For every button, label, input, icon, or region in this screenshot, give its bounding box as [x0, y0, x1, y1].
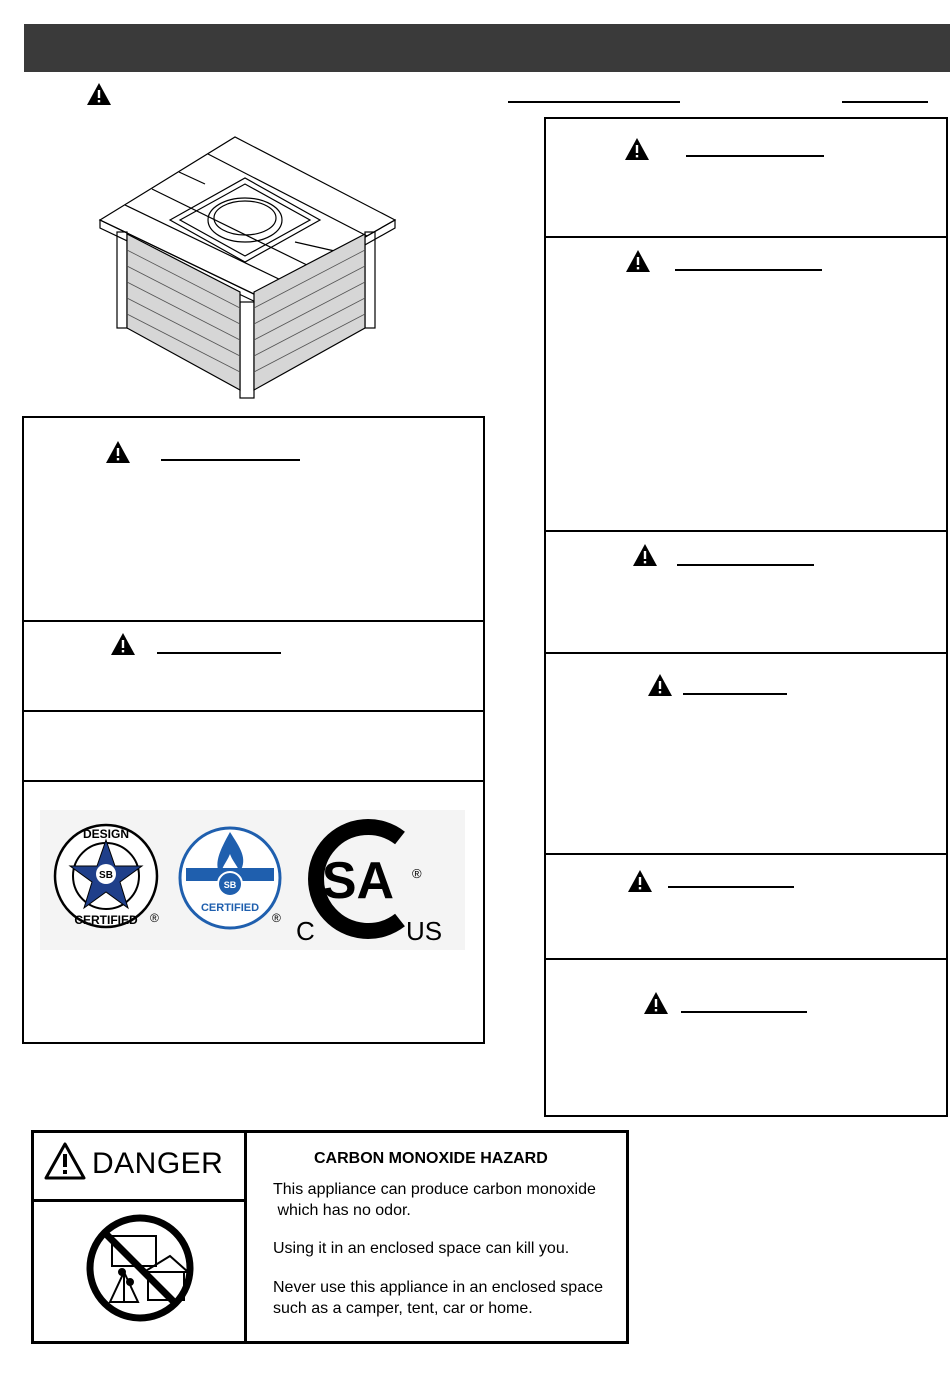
fire-pit-illustration — [95, 132, 400, 400]
no-enclosed-space-icon — [84, 1212, 196, 1324]
heading-underline — [668, 886, 794, 888]
warning-triangle-icon — [110, 632, 136, 656]
hazard-title: CARBON MONOXIDE HAZARD — [314, 1150, 548, 1167]
warning-triangle-icon — [632, 543, 658, 567]
heading-underline — [677, 564, 814, 566]
registered-mark: ® — [150, 911, 159, 925]
heading-underline — [683, 693, 787, 695]
heading-underline — [161, 459, 300, 461]
divider — [544, 530, 948, 532]
hazard-line: This appliance can produce carbon monoxide — [273, 1181, 596, 1198]
registered-mark: ® — [272, 911, 281, 925]
csa-letters: SA — [321, 852, 395, 910]
certified-label: CERTIFIED — [74, 913, 138, 927]
hazard-line: which has no odor. — [273, 1202, 411, 1219]
heading-underline — [157, 652, 281, 654]
certification-logos — [40, 810, 465, 950]
warning-triangle-icon — [625, 249, 651, 273]
csa-c-label: C — [296, 916, 315, 946]
design-label: DESIGN — [82, 827, 130, 841]
warning-triangle-icon — [105, 440, 131, 464]
danger-panel-divider — [244, 1131, 247, 1343]
warning-triangle-icon — [86, 82, 112, 106]
divider — [22, 710, 485, 712]
right-warning-box — [544, 117, 948, 1117]
divider — [544, 853, 948, 855]
divider — [544, 652, 948, 654]
blue-certified-seal-icon — [180, 828, 281, 928]
warning-triangle-icon — [643, 991, 669, 1015]
heading-underline — [675, 269, 822, 271]
blue-certified-label: CERTIFIED — [200, 902, 260, 914]
divider — [22, 620, 485, 622]
warning-triangle-icon — [624, 137, 650, 161]
heading-underline — [686, 155, 824, 157]
svg-text:SB: SB — [99, 870, 113, 881]
hazard-line: such as a camper, tent, car or home. — [273, 1300, 533, 1317]
csa-us-label: US — [406, 916, 443, 946]
divider — [22, 780, 485, 782]
danger-signal-word: DANGER — [92, 1147, 224, 1180]
registered-mark: ® — [412, 866, 422, 881]
danger-warning-icon — [44, 1142, 86, 1180]
warning-triangle-icon — [647, 673, 673, 697]
heading-underline — [842, 101, 928, 103]
hazard-line: Never use this appliance in an enclosed space — [273, 1279, 603, 1296]
divider — [544, 958, 948, 960]
warning-triangle-icon — [627, 869, 653, 893]
header-bar — [24, 24, 950, 72]
svg-text:SB: SB — [223, 880, 237, 890]
heading-underline — [681, 1011, 807, 1013]
heading-underline — [508, 101, 680, 103]
divider — [544, 236, 948, 238]
hazard-line: Using it in an enclosed space can kill you. — [273, 1240, 570, 1257]
danger-panel-divider — [32, 1199, 244, 1202]
design-certified-seal-icon — [55, 825, 159, 927]
